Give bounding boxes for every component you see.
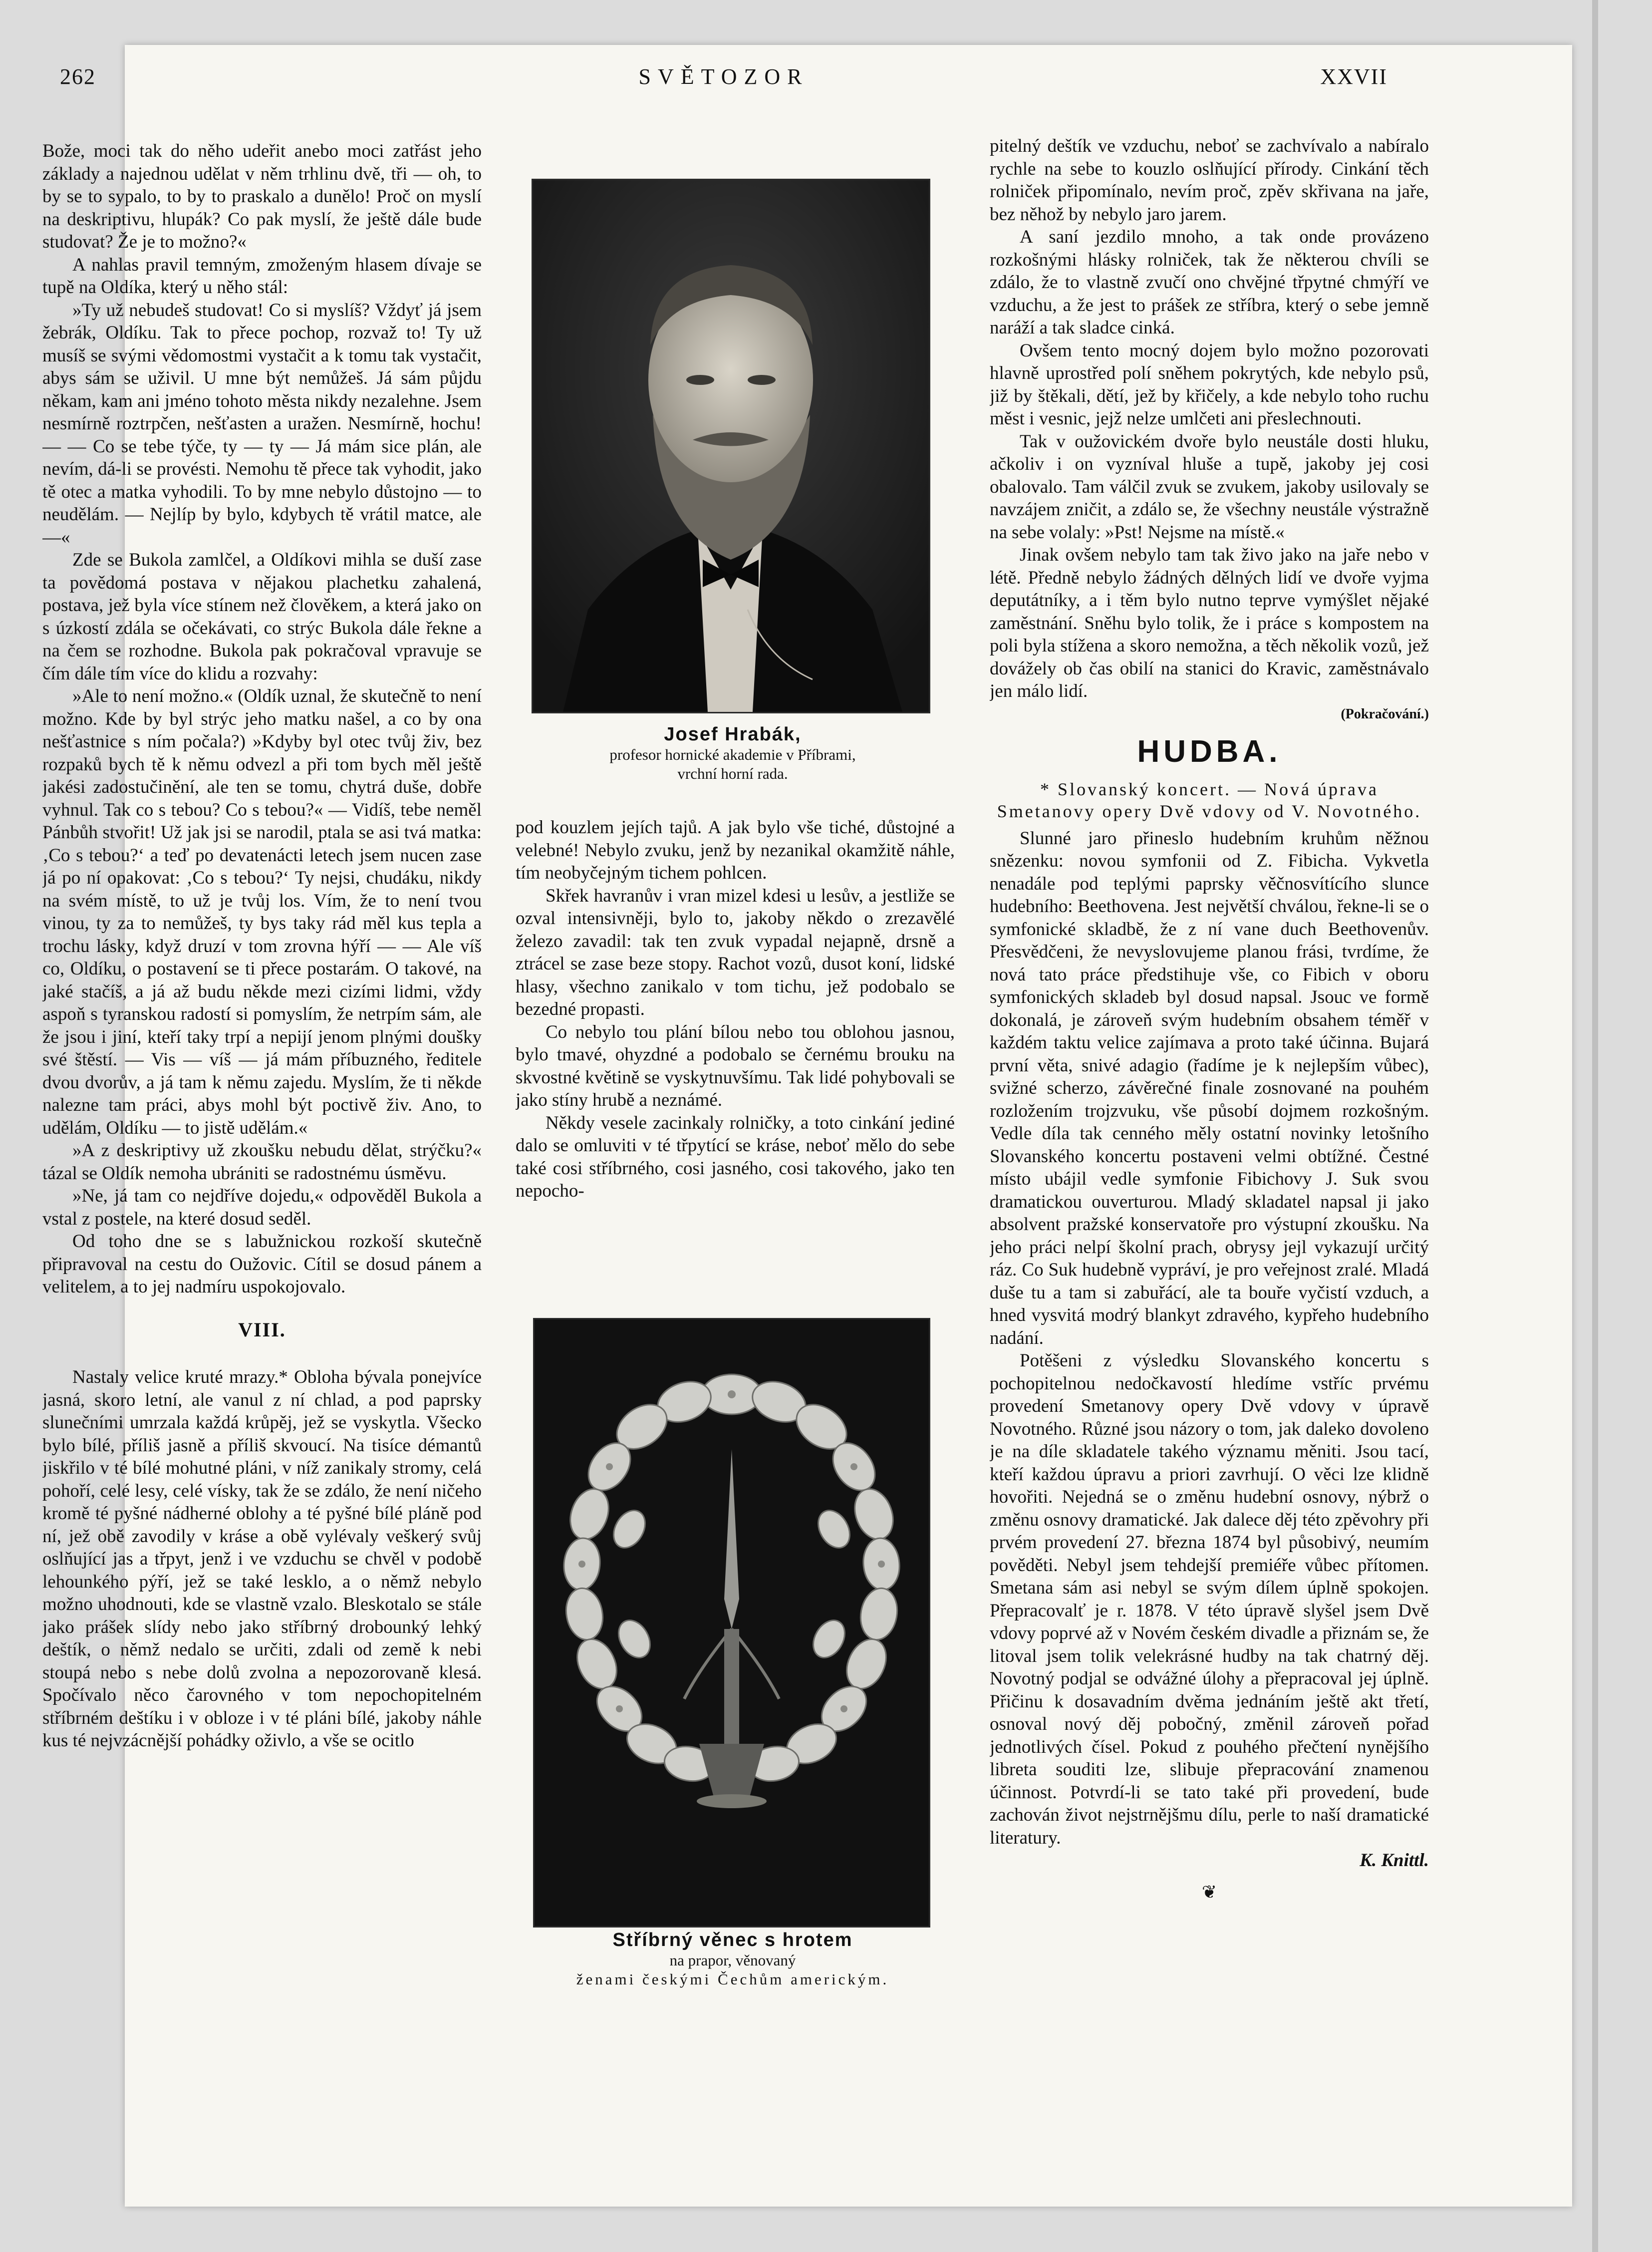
paragraph: Jinak ovšem nebylo tam tak živo jako na jaře nebo v létě. Předně nebylo žádných dělných lidí ve dvoře vyjma deputátníky, a i těm bylo nutno teprve vymýšlet nějaké zaměstnání. Sněhu bylo tolik, že i práce s kompostem na poli byla stížena a skoro nemožna, a těch několik vozů, jež dovážely ob čas obilí na stanici do Kravic, zaměstnávalo jen málo lidí.: [990, 545, 1429, 701]
paragraph: Zde se Bukola zamlčel, a Oldíkovi mihla se duší zase ta povědomá postava v nějakou plachetku zahalená, postava, jež byla více stínem než člověkem, a která jako on s úzkostí zdála se očekávati, co strýc Bukola dále řekne a na čem se rozhodne. Bukola pak pokračoval vpravuje se čím dále tím více do klidu a rozvahy:: [42, 550, 482, 684]
portrait-caption: [516, 724, 950, 783]
paragraph: Co nebylo tou plání bílou nebo tou oblohou jasnou, bylo tmavé, ohyzdné a podobalo se černému brouku na skvostné květině se vyskytnuvšímu. Tak lidé pohybovali se jako stíny hrubě a neznámé.: [516, 1021, 955, 1110]
middle-column: [516, 816, 955, 1345]
chapter-heading: VIII.: [238, 1318, 286, 1341]
page-number: 262: [60, 64, 96, 89]
volume-number: XXVII: [1320, 64, 1387, 89]
section-title: HUDBA.: [1137, 734, 1282, 769]
magazine-title: SVĚTOZOR: [638, 64, 809, 89]
caption-line: ženami českými Čechům americkým.: [576, 1970, 889, 1988]
paragraph: »Ty už nebudeš studovat! Co si myslíš? Vždyť já jsem žebrák, Oldíku. Tak to přece pochop, rozvaž to! Ty už musíš se svými vědomostmi vystačit a k tomu tak vystačit, abys sám se uživil. U mne být nemůžeš. Já sám půjdu někam, kam ani jméno tohoto města nikdy nezalehne. Jsem nesmírně roztrpčen, nešťasten a uražen. Nesmírně, hochu! — — Co se tebe týče, ty — ty — Já mám sice plán, ale nevím, dá-li se provésti. Nemohu tě přece tak vyhodit, jako tě otec a matka vyhodili. To by mne nebylo důstojno — to neudělám. — Nejlíp by bylo, kdybych tě vrátil matce, ale —«: [42, 300, 482, 548]
paragraph: »Ale to není možno.« (Oldík uznal, že skutečně to není možno. Kde by byl strýc jeho matku našel, a co by ona nešťastnice s ním počala?) »Kdyby byl otec tvůj živ, bez rozpaků bych tě k němu odvezl a při tom bych měl ještě jakési zadostučinění, ale ten se tomu, chytrá duše, dobře vyhnul. Tak co s tebou? Co s tebou?« — Vidíš, tebe neměl Pánbůh stvořit! Už jak jsi se narodil, ptala se asi tvá matka: ‚Co s tebou?‘ a teď po devatenácti letech jsem nucen zase já po ní opakovat: ‚Co s tebou?‘ Ty nejsi, chudáku, nikdy na svém místě, to už je tvůj los. Vím, že to není tvou vinou, ty za to nemůžeš, ty bys taky rád měl kus tepla a trochu lásky, když druzí v tom zrovna hýří — — Ale víš co, Oldíku, o postavení se ti přece postarám. O takové, na jaké stačíš, a já až budu někde mezi cizími lidmi, vždy aspoň s tyranskou radostí si pomyslím, že netrpím sám, ale že jsou i jiní, kteří taky trpí a nepijí jenom plnými doušky své štěstí. — Vis — víš — já mám příbuzného, ředitele dvou dvorův, a já tam k němu zajedu. Myslím, že ti někde nalezne tam práci, abys mohl být poctivě živ. Ano, to udělám, Oldíku — to jistě udělám.«: [42, 686, 482, 1138]
paragraph: A saní jezdilo mnoho, a tak onde provázeno rozkošnými hlásky rolniček, tak že některou chvíli se zdálo, že to vlastně zvučí ono chvějné třpytné chmýří ve vzduchu, a že jest to prášek ze stříbra, který o sebe jemně naráží a tak sladce cinká.: [990, 227, 1429, 338]
paragraph: Od toho dne se s labužnickou rozkoší skutečně připravoval na cestu do Oužovic. Cítil se dosud pánem a velitelem, a to jej nadmíru uspokojovalo.: [42, 1231, 482, 1297]
paragraph: Někdy vesele zacinkaly rolničky, a toto cinkání jediné dalo se omluviti v té třpytící se kráse, neboť mělo do sebe také cosi stříbrného, cosi jasného, cosi takového, jako ten nepocho-: [516, 1112, 955, 1201]
caption-line: vrchní horní rada.: [677, 765, 788, 782]
wreath-caption: [516, 1930, 950, 1989]
paragraph: pitelný deštík ve vzduchu, neboť se zachvívalo a nabíralo rychle na sebe to kouzlo oslňující přírody. Cinkání těch rolniček připomínalo, nevím proč, zpěv skřivana na jaře, bez něhož by nebylo jaro jarem.: [990, 136, 1429, 225]
portrait-image: [533, 180, 929, 712]
right-column: [990, 135, 1429, 2032]
paragraph: Ovšem tento mocný dojem bylo možno pozorovati hlavně uprostřed polí sněhem pokrytých, kde nebylo psů, již by štěkali, dětí, jež by křičely, a kde nebylo toho ruchu měst i vesnic, jejž nelze umlčeti ani přeslechnouti.: [990, 340, 1429, 429]
paragraph: »A z deskriptivy už zkoušku nebudu dělat, strýčku?« tázal se Oldík nemoha ubrániti se radostnému úsměvu.: [42, 1140, 482, 1184]
portrait-photo: [532, 179, 930, 713]
paragraph: pod kouzlem jejích tajů. A jak bylo vše tiché, důstojné a velebné! Nebylo zvuku, jenž by nezanikal okamžitě náhle, tím neobyčejným tichem pohlcen.: [516, 817, 955, 883]
paragraph: A nahlas pravil temným, zmoženým hlasem dívaje se tupě na Oldíka, který u něho stál:: [42, 254, 482, 298]
paragraph: Nastaly velice kruté mrazy.* Obloha bývala ponejvíce jasná, skoro letní, ale vanul z ní chlad, a pod paprsky slunečními umrzala každá krůpěj, jež se vyskytla. Všecko bylo bílé, příliš jasně a příliš skvoucí. Na tisíce démantů jiskřilo v té bílé mohutné pláni, v níž zanikaly stromy, celá pohoří, celé lesy, celé vísky, tak že se zdálo, že není ničeho kromě té pyšné nádherné oblohy a té pyšné bílé pláně pod ní, jež obě zavodily v krásе a obě vylévaly veškerý svůj oslňující jas a třpyt, jenž i ve vzduchu se chvěl v podobě lehounkého pýří, jež se také lesklo, a o němž nebylo možno uhodnouti, kde se vlastně vzalo. Bleskotalo se stále jako prášek slídy nebo jako stříbrný drobounký lehký deštík, o němž nedalo se určiti, zdali od země k nebi stoupá nebo s nebe dolů zvolna a nepozorovaně klesá. Spočívalo něco čarovného v tom nepochopitelném stříbrném deštíku i v obloze i v té pláni bílé, jakoby náhle kus té nejvzácnější pohádky oživlo, a vše se ocitlo: [42, 1367, 482, 1751]
wreath-image: [535, 1319, 929, 1926]
wreath-photo: [533, 1318, 930, 1928]
paragraph: Potěšeni z výsledku Slovanského koncertu s pochopitelnou nedočkavostí hledíme vstříc prvému provedení Smetanovy opery Dvě vdovy v úpravě Novotného. Různé jsou názory o tom, jak daleko dovoleno je na díle skladatele takého významu měniti. Jsou tací, kteří každou úpravu a priori zavrhují. O věci lze klidně hovořiti. Nejedná se o změnu hudební osnovy, nýbrž o změnu osnovy dramatické. Jak dalece děj této zpěvohry při prvém provedení 27. března 1874 byl působivý, neumím pověděti. Nebyl jsem tehdejší premiéře vůbec přítomen. Smetana sám asi nebyl se svým dílem úplně spokojen. Přepracovalť je r. 1878. V této úpravě slyšel jsem Dvě vdovy poprvé až v Novém českém divadle a přiznám se, že litoval jsem tolik velekrásné hudby na tak chatrný děj. Novotný podjal se odvážné úlohy a přepracoval jej úplně. Přičinu k dosavadním dvěma jednáním ještě akt třetí, osnoval nový děj pobočný, změnil zároveň pořad jednotlivých čísel. Pokud z pouhého přečtení nynějšího libreta souditi lze, slibuje přepracování znamenou účinnost. Potvrdí-li se tato také při provedení, bude zachován život nejstrnějšmu dílu, perle to naší dramatické literatury.: [990, 1350, 1429, 1848]
caption-title: Josef Hrabák,: [664, 724, 802, 745]
section-subtitle: * Slovanský koncert. — Nová úprava Smetanovy opery Dvě vdovy od V. Novotného.: [997, 779, 1422, 821]
continued-note: (Pokračování.): [1341, 706, 1429, 722]
paragraph: »Ne, já tam co nejdříve dojedu,« odpověděl Bukola a vstal z postele, na které dosud seděl.: [42, 1186, 482, 1229]
caption-title: Stříbrný věnec s hrotem: [612, 1930, 853, 1950]
caption-line: profesor hornické akademie v Příbrami,: [609, 746, 856, 763]
author-signature: K. Knittl.: [1360, 1850, 1429, 1871]
paragraph: Bože, moci tak do něho udeřit anebo moci zatřást jeho základy a najednou udělat v něm trhlinu dvě, tři — oh, to by se to sypalo, to by to praskalo a dunělo! Proč on myslí na deskriptivu, hlupák? Co pak myslí, že ještě dále bude studovat? Že je to možno?«: [42, 141, 482, 252]
paragraph: Tak v oužovickém dvoře bylo neustále dosti hluku, ačkoliv i on vyzníval hluše a tupě, jakoby jej cosi obalovalo. Tam válčil zvuk se zvukem, jakoby usilovaly se navzájem zničit, a zdálo se, že všechny neustále výstražně na sebe volaly: »Pst! Nejsme na místě.«: [990, 431, 1429, 543]
paragraph: Skřek havranův i vran mizel kdesi u lesův, a jestliže se ozval intensivněji, bylo to, jakoby někdo o zrezavělé železo zavadil: tak ten zvuk vypadal nejapně, drsně a ztrácel se zase beze stopy. Rachot vozů, dusot koní, lidské hlasy, všechno zanikalo v tom tichu, jež podobalo se bezedné propasti.: [516, 885, 955, 1019]
left-column: [42, 140, 482, 2122]
paragraph: Slunné jaro přineslo hudebním kruhům něžnou snězenku: novou symfonii od Z. Fibicha. Vykvetla nenadále pod teplými paprsky věčnosvítícího slunce hudebního: Beethovena. Jest největší chválou, řekne-li se o symfonické skladbě, že z ní vane duch Beethovenův. Přesvědčeni, že nevyslovujeme planou frási, tvrdíme, že nová tato práce předstihuje vše, co Fibich v oboru symfonických skladeb byl dosud napsal. Jsouc ve formě dokonalá, je zároveň svým hudebním obsahem téměř v každém taktu velice zajímava a proto také účinna. Bujará první věta, snivé adagio (řadíme je k nejlepším vůbec), svižné scherzo, závěrečné finale zosnované na pouhém rozložením trojzvuku, vše působí dojmem rozkošným. Vedle díla tak cenného měly ostatní novinky letošního Slovanského koncertu postaveni velmi obtížné. Čestné místo ubájil vedle symfonie Fibichovy J. Suk svou dramatickou ouverturou. Mladý skladatel napsal ji jako absolvent pražské konservatoře pro výstupní zkoušku. Na jeho práci nelpí školní prach, obrysy jejl vykazují určitý ráz. Co Suk hudebně vypráví, je pro veřejnost zralé. Mladá duše tu a tam si zabuřácí, ale ta bouře vyčistí vzduch, a hned vysvitá modrý blankyt zdravého, kypřeho hudebního nadání.: [990, 828, 1429, 1348]
running-header: [60, 64, 1387, 99]
page-edge: [1592, 0, 1598, 2252]
ornament-icon: ❦: [1201, 1882, 1217, 1902]
caption-line: na prapor, věnovaný: [669, 1951, 796, 1969]
